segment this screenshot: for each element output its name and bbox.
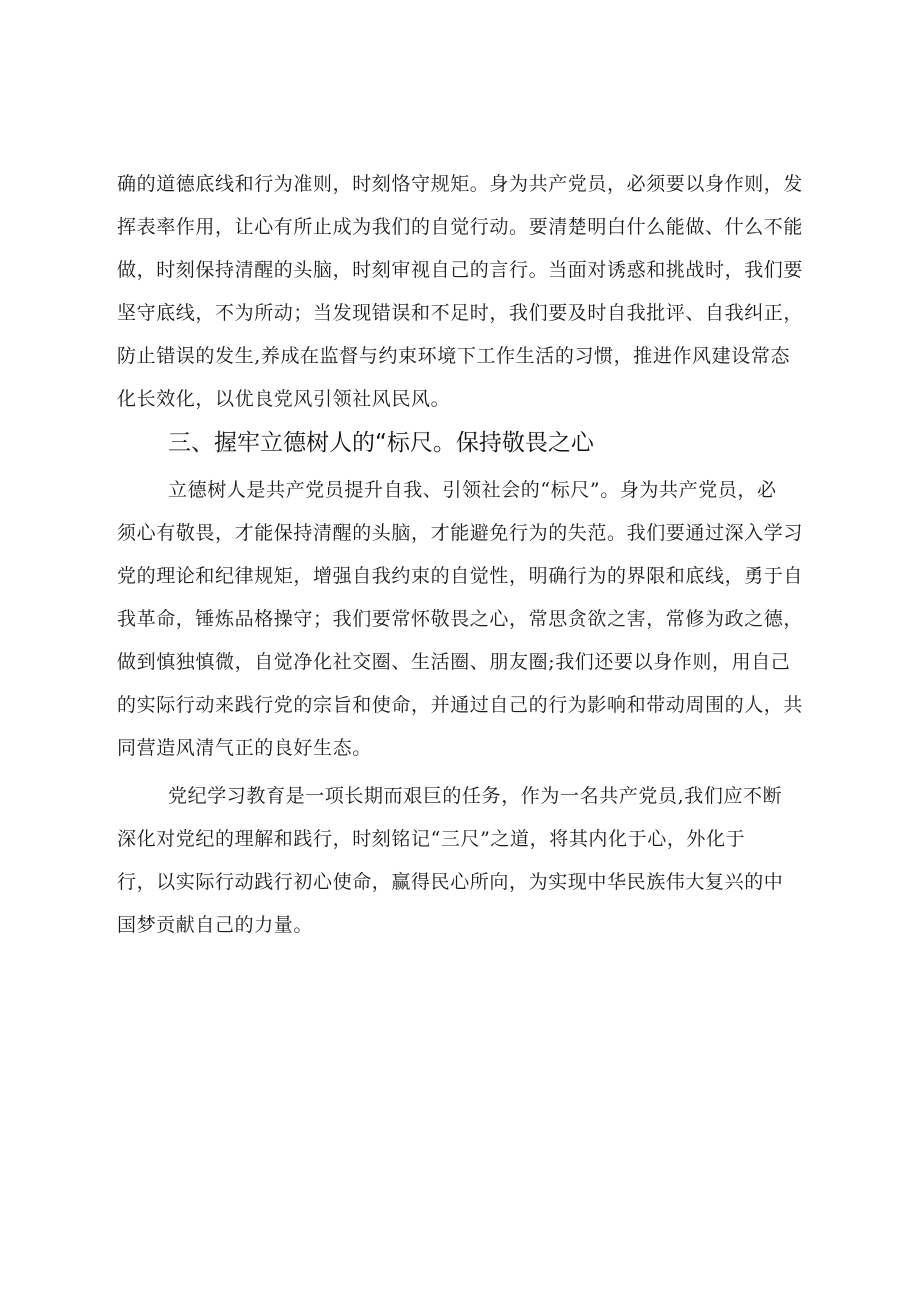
paragraph-2-line-2: 须心有敬畏，才能保持清醒的头脑，才能避免行为的失范。我们要通过深入学习 bbox=[117, 522, 804, 544]
paragraph-1-line-4: 坚守底线，不为所动；当发现错误和不足时，我们要及时自我批评、自我纠正， bbox=[117, 302, 804, 324]
paragraph-2-line-3: 党的理论和纪律规矩，增强自我约束的自觉性，明确行为的界限和底线，勇于自 bbox=[117, 565, 804, 587]
paragraph-1-line-6: 化长效化，以优良党风引领社风民风。 bbox=[117, 388, 451, 410]
paragraph-3-line-2: 深化对党纪的理解和践行，时刻铭记“三尺”之道，将其内化于心，外化于 bbox=[117, 828, 746, 850]
paragraph-2-line-5: 做到慎独慎微，自觉净化社交圈、生活圈、朋友圈;我们还要以身作则，用自己 bbox=[117, 651, 791, 673]
paragraph-1-line-1: 确的道德底线和行为准则，时刻恪守规矩。身为共产党员，必须要以身作则，发 bbox=[117, 173, 804, 195]
paragraph-2-line-1: 立德树人是共产党员提升自我、引领社会的“标尺”。身为共产党员，必 bbox=[168, 479, 777, 501]
paragraph-3-line-3: 行，以实际行动践行初心使命，赢得民心所向，为实现中华民族伟大复兴的中 bbox=[117, 871, 784, 893]
paragraph-1-line-2: 挥表率作用，让心有所止成为我们的自觉行动。要清楚明白什么能做、什么不能 bbox=[117, 216, 804, 238]
section-heading-3: 三、握牢立德树人的“标尺。保持敬畏之心 bbox=[168, 430, 594, 456]
paragraph-1-line-3: 做，时刻保持清醒的头脑，时刻审视自己的言行。当面对诱惑和挑战时，我们要 bbox=[117, 259, 804, 281]
paragraph-3-line-4: 国梦贡献自己的力量。 bbox=[117, 914, 314, 936]
paragraph-2-line-7: 同营造风清气正的良好生态。 bbox=[117, 737, 372, 759]
paragraph-1-line-5: 防止错误的发生,养成在监督与约束环境下工作生活的习惯，推进作风建设常态 bbox=[117, 345, 791, 367]
paragraph-2-line-6: 的实际行动来践行党的宗旨和使命，并通过自己的行为影响和带动周围的人，共 bbox=[117, 694, 804, 716]
paragraph-3-line-1: 党纪学习教育是一项长期而艰巨的任务，作为一名共产党员,我们应不断 bbox=[168, 785, 783, 807]
paragraph-2-line-4: 我革命，锤炼品格操守；我们要常怀敬畏之心，常思贪欲之害，常修为政之德， bbox=[117, 608, 804, 630]
